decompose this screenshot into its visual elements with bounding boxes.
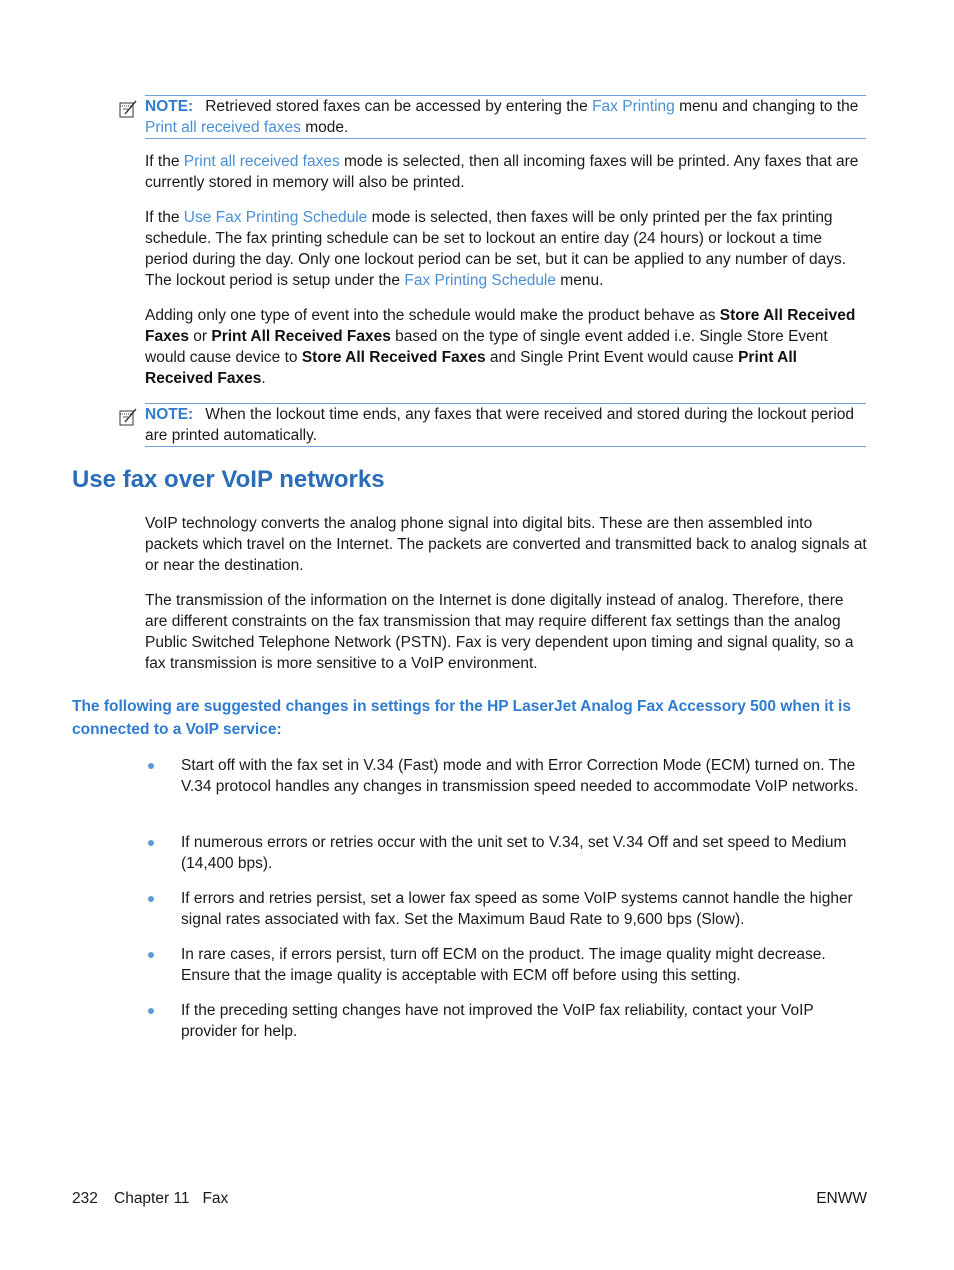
list-item-text: If errors and retries persist, set a lower fax speed as some VoIP systems cannot handle the higher signal rates associated with fax. Set the Maximum Baud Rate to 9,600 bps (Slow). [181,890,853,928]
footer-right: ENWW [816,1190,867,1207]
note-icon [119,407,139,427]
bold-term: Store All Received Faxes [145,307,856,345]
fax-printing-schedule-link[interactable]: Fax Printing Schedule [404,272,556,289]
note-text: mode. [300,119,349,136]
text: If the [145,153,184,170]
print-all-received-faxes-link[interactable]: Print all received faxes [145,119,301,136]
list-item-text: In rare cases, if errors persist, turn off ECM on the product. The image quality might decrease. Ensure that the image quality is acceptable with ECM off before using this setting. [181,946,826,984]
text: mode is selected, then faxes will be only printed per the fax printing schedule. The fax printing schedule can be set to lockout an entire day (24 hours) or lockout a time period during the day. Only one lockout period can be set, but it can be applied to any number of days. The lockout period is setup under the [145,209,847,289]
note-box [145,403,866,447]
text: mode is selected, then all incoming faxes will be printed. Any faxes that are currently stored in memory will also be printed. [145,153,859,191]
list-item [181,888,869,930]
list-item-text: If numerous errors or retries occur with the unit set to V.34, set V.34 Off and set speed to Medium (14,400 bps). [181,834,847,872]
bullet-icon [148,1008,154,1014]
list-item [181,832,869,874]
bullet-icon [148,840,154,846]
paragraph [145,207,869,291]
note-label: NOTE: [145,406,194,423]
text: Adding only one type of event into the schedule would make the product behave as [145,307,720,324]
bullet-icon [148,763,154,769]
bold-term: Print All Received Faxes [145,349,797,387]
bullet-icon [148,952,154,958]
subheading: The following are suggested changes in settings for the HP LaserJet Analog Fax Accessory 500 when it is connected to a VoIP service: [72,698,851,738]
bold-term: Store All Received Faxes [301,349,486,366]
bold-term: Print All Received Faxes [211,328,391,345]
note-label: NOTE: [145,98,194,115]
list-item-text: If the preceding setting changes have not improved the VoIP fax reliability, contact your VoIP provider for help. [181,1002,814,1040]
section-title: Use fax over VoIP networks [72,466,385,493]
text: and Single Print Event would cause [485,349,739,366]
list-item [181,944,869,986]
text: or [188,328,212,345]
bullet-icon [148,896,154,902]
fax-printing-link[interactable]: Fax Printing [592,98,675,115]
paragraph [145,305,869,389]
use-fax-printing-schedule-link[interactable]: Use Fax Printing Schedule [183,209,368,226]
note-icon [119,99,139,119]
paragraph [145,151,869,193]
list-item [181,755,869,797]
note-text: When the lockout time ends, any faxes that were received and stored during the lockout period are printed automatically. [145,406,855,444]
list-item [181,1000,869,1042]
paragraph: The transmission of the information on the Internet is done digitally instead of analog. Therefore, there are different constraints on the fax transmission that may require different fax settings than the analog Public Switched Telephone Network (PSTN). Fax is very dependent upon timing and signal quality, so a fax transmission is more sensitive to a VoIP environment. [145,592,854,672]
note-text: Retrieved stored faxes can be accessed by entering the [205,98,593,115]
chapter-label: Chapter 11 Fax [114,1190,229,1207]
text: based on the type of single event added i.e. Single Store Event would cause device to [145,328,828,366]
text: If the [145,209,184,226]
note-box [145,95,866,139]
print-all-received-faxes-link[interactable]: Print all received faxes [183,153,340,170]
text: . [261,370,266,387]
text: menu. [556,272,604,289]
page-number: 232 [72,1190,98,1207]
list-item-text: Start off with the fax set in V.34 (Fast) mode and with Error Correction Mode (ECM) turned on. The V.34 protocol handles any changes in transmission speed needed to accommodate VoIP networks. [181,757,859,795]
paragraph: VoIP technology converts the analog phone signal into digital bits. These are then assembled into packets which travel on the Internet. The packets are converted and transmitted back to analog signals at or near the destination. [145,515,867,574]
note-text: menu and changing to the [674,98,859,115]
